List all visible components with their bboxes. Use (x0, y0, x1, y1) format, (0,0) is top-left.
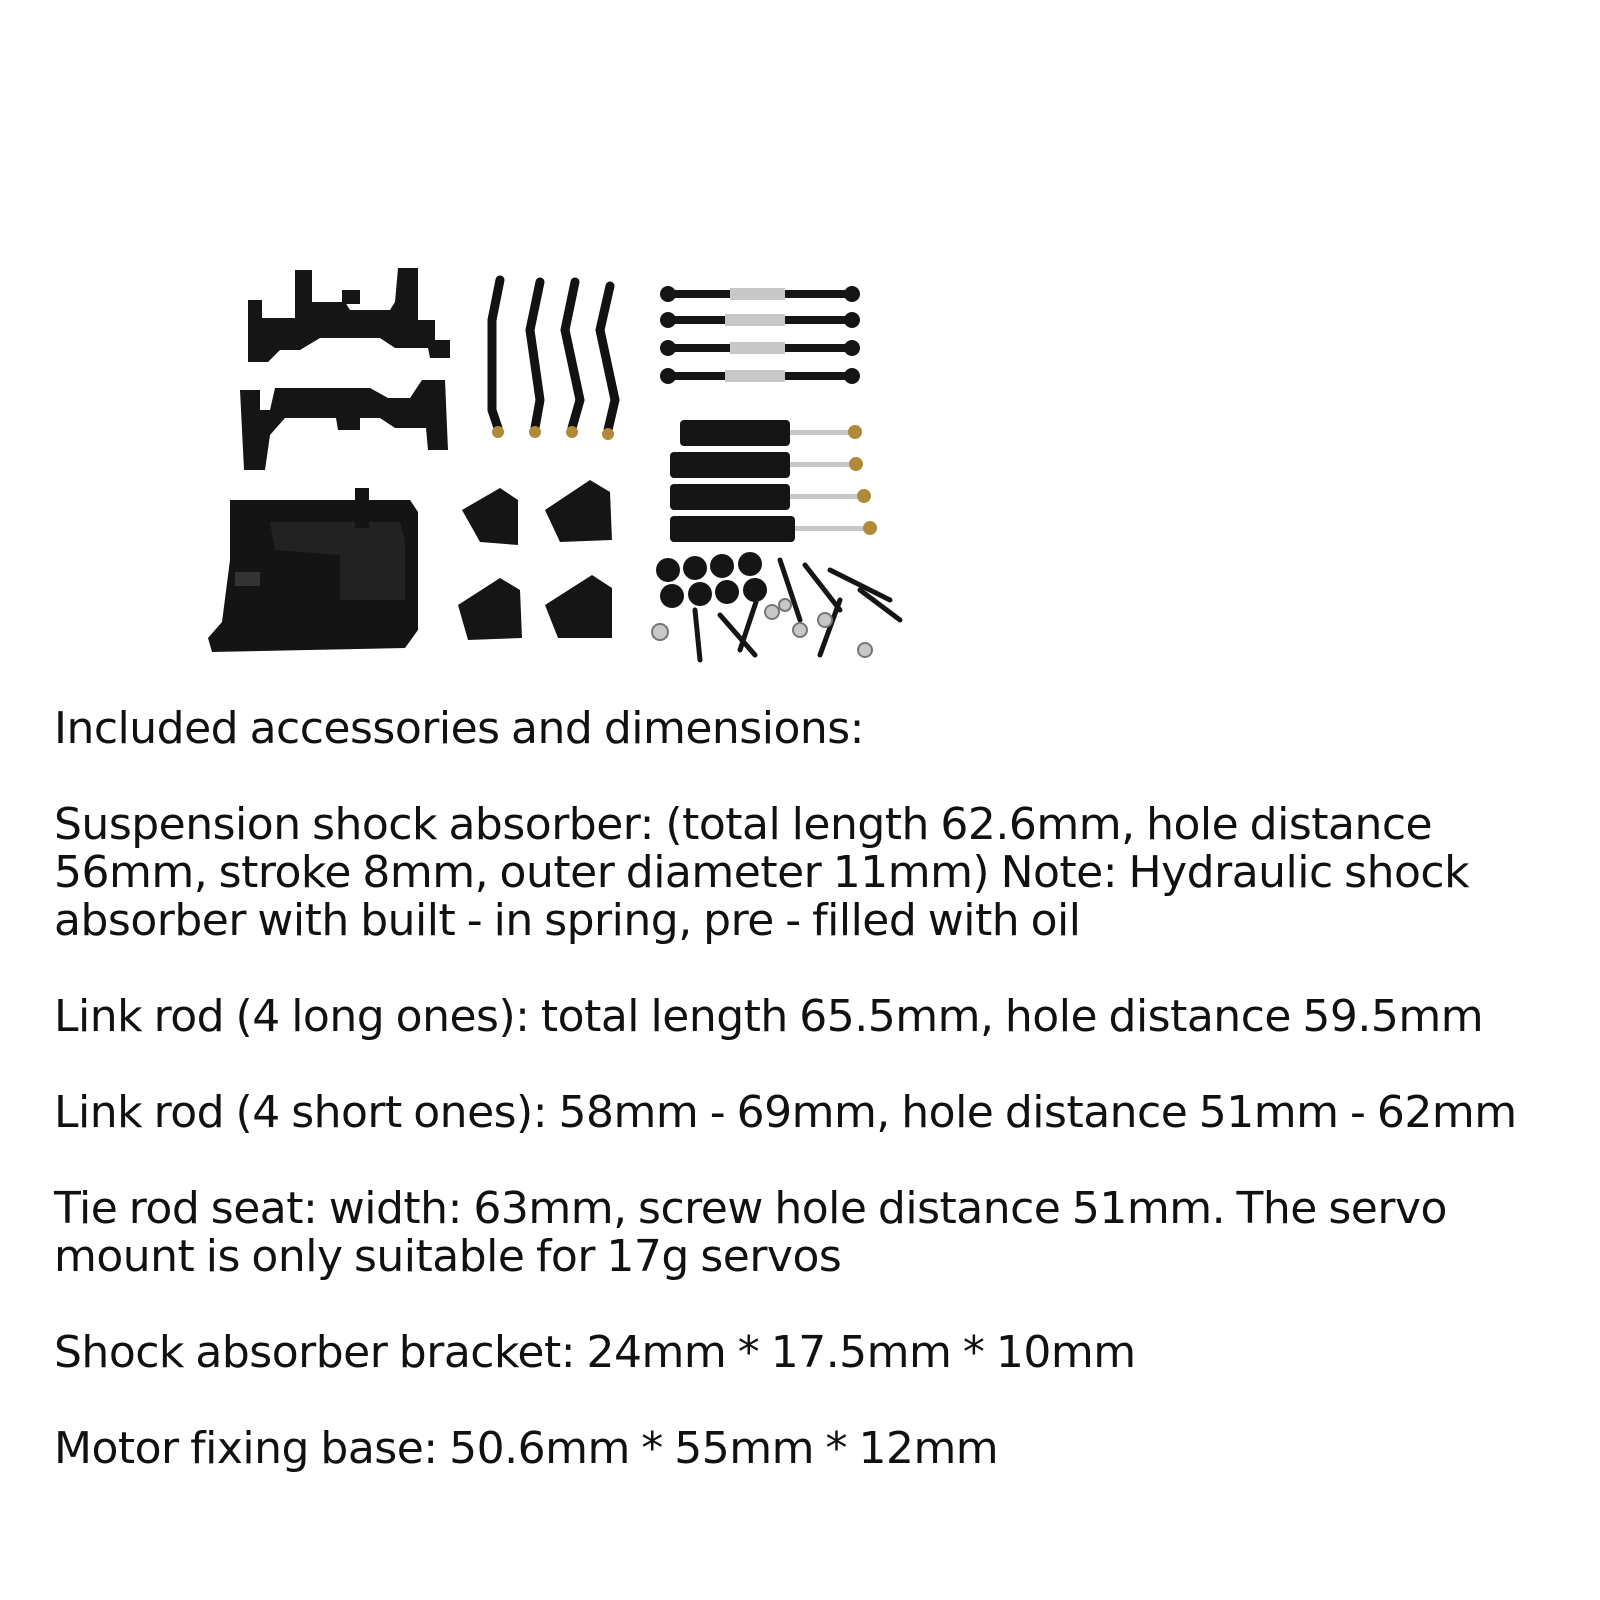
product-parts-photo (200, 260, 930, 690)
servo-mount-lower (240, 380, 448, 470)
motor-base (208, 488, 418, 652)
long-link-rod-ends (492, 426, 614, 440)
spec-short-link-rod: Link rod (4 short ones): 58mm - 69mm, hole distance 51mm - 62mm (54, 1087, 1517, 1138)
spec-list (54, 705, 1554, 1521)
long-link-rods (492, 280, 615, 430)
short-link-rods (660, 286, 860, 384)
spec-shock-bracket: Shock absorber bracket: 24mm * 17.5mm * 10mm (54, 1327, 1136, 1378)
spec-motor-base: Motor fixing base: 50.6mm * 55mm * 12mm (54, 1423, 999, 1474)
shock-brackets (458, 480, 612, 640)
spec-long-link-rod: Link rod (4 long ones): total length 65.5mm, hole distance 59.5mm (54, 991, 1484, 1042)
shock-absorbers (670, 420, 877, 542)
spec-shock-absorber: Suspension shock absorber: (total length 62.6mm, hole distance 56mm, stroke 8mm, outer diameter 11mm) Note: Hydraulic shock absorber with built - in spring, pre - filled with oil (54, 799, 1470, 946)
hardware-washers (656, 552, 767, 608)
servo-mount-upper (248, 268, 450, 362)
spec-heading: Included accessories and dimensions: (54, 703, 865, 754)
spec-tie-rod-seat: Tie rod seat: width: 63mm, screw hole distance 51mm. The servo mount is only suitable for 17g servos (54, 1183, 1447, 1282)
